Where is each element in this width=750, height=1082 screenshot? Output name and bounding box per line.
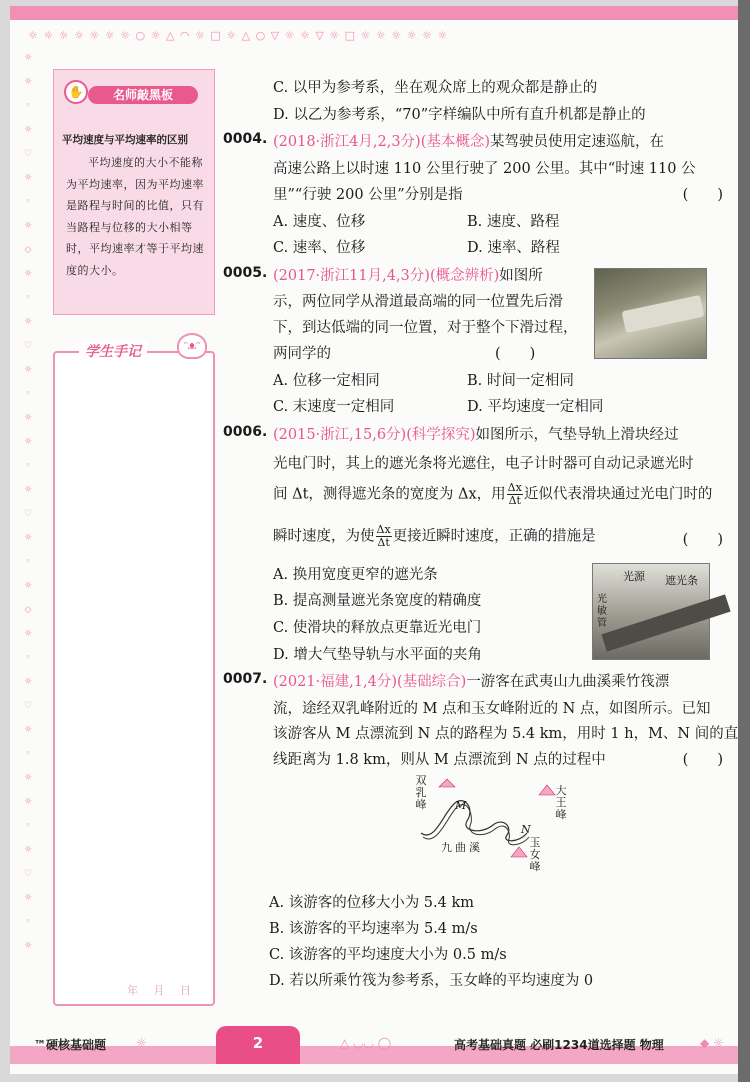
- answer-parens: ( ): [682, 752, 723, 768]
- tip-header: [60, 80, 208, 106]
- stem-text: 下，到达低端的同一位置，对于整个下滑过程，: [273, 320, 578, 336]
- prev-option-d: D. 以乙为参考系，“70”字样编队中所有直升机都是静止的: [273, 107, 646, 123]
- option-c: C. 使滑块的释放点更靠近光电门: [273, 620, 482, 636]
- option-d: D. 增大气垫导轨与水平面的夹角: [273, 647, 482, 663]
- option-d: D. 速率、路程: [467, 240, 560, 256]
- hand-icon: ✋: [64, 80, 88, 104]
- map-label: N: [521, 823, 531, 836]
- question-number: 0006.: [223, 424, 268, 440]
- left-ornament-column: ☼ ☼ ◦ ☼ ♡ ☼ ◦ ☼ ◇ ☼ ◦ ☼ ♡ ☼ ◦ ☼ ☼ ◦ ☼ ♡ ☼ ◦ ☼ ◇ ☼ ◦ ☼ ♡ ☼ ◦ ☼ ☼ ◦ ☼ ♡ ☼ ◦ ☼: [23, 53, 33, 951]
- option-a: A. 位移一定相同: [273, 373, 380, 389]
- option-b: B. 时间一定相同: [467, 373, 574, 389]
- map-label: 双乳峰: [415, 774, 427, 811]
- map-label: 玉女峰: [529, 836, 541, 873]
- map-label: 大王峰: [555, 784, 567, 821]
- source-tag: (2018·浙江4月,2,3分)(基本概念): [273, 134, 491, 150]
- sun-icon: ◆ ☼: [700, 1036, 724, 1050]
- stem-text: 间 Δt，测得遮光条的宽度为 Δx，用 $\frac{\Delta x}{\Delta t}$ 近似代表滑块通过光电门时的: [273, 481, 713, 507]
- fraction: $\frac{\Delta x}{\Delta t}$: [376, 523, 391, 549]
- option-d: D. 若以所乘竹筏为参考系，玉女峰的平均速度为 0: [269, 973, 594, 989]
- stem-text: 高速公路上以时速 110 公里行驶了 200 公里。其中“时速 110 公: [273, 161, 696, 177]
- question-number: 0007.: [223, 671, 268, 687]
- option-d: D. 平均速度一定相同: [467, 399, 604, 415]
- slide-photo: [594, 268, 707, 359]
- question-number: 0005.: [223, 265, 268, 281]
- stem-text: 线距离为 1.8 km，则从 M 点漂流到 N 点的过程中: [273, 752, 606, 768]
- fraction: $\frac{\Delta x}{\Delta t}$: [507, 481, 522, 507]
- stem-text: 光电门时，其上的遮光条将光遮住，电子计时器可自动记录遮光时: [273, 456, 694, 472]
- option-a: A. 该游客的位移大小为 5.4 km: [269, 895, 475, 911]
- student-notes-box: [53, 339, 215, 1006]
- prev-option-c: C. 以甲为参考系，坐在观众席上的观众都是静止的: [273, 80, 598, 96]
- notes-date: 年 月 日: [127, 984, 197, 997]
- page-number: 2: [216, 1026, 300, 1064]
- source-tag: (2015·浙江,15,6分)(科学探究): [273, 427, 476, 443]
- footer: [10, 1026, 738, 1064]
- tip-label: 名师敲黑板: [88, 86, 198, 104]
- tip-title: 平均速度与平均速率的区别: [62, 134, 188, 146]
- question-stem: [273, 423, 679, 444]
- series-title: 高考基础真题 必刷1234道选择题 物理: [454, 1038, 664, 1052]
- option-b: B. 该游客的平均速率为 5.4 m/s: [269, 921, 478, 937]
- cat-face-icon: ᵔᴥᵔ: [177, 333, 207, 359]
- stem-text: 某驾驶员使用定速巡航，在: [490, 134, 665, 150]
- tip-body: 平均速度的大小不能称为平均速率，因为平均速率是路程与时间的比值，只有当路程与位移的大小相等时，平均速率才等于平均速度的大小。: [66, 156, 204, 277]
- stem-text: 两同学的: [273, 346, 331, 362]
- map-label: 九曲溪: [441, 841, 483, 854]
- source-tag: (2021·福建,1,4分)(基础综合): [273, 674, 467, 690]
- option-a: A. 速度、位移: [273, 214, 366, 230]
- answer-parens: ( ): [682, 532, 723, 548]
- question-stem: [273, 264, 543, 285]
- option-c: C. 速率、位移: [273, 240, 366, 256]
- question-column: [223, 6, 738, 1006]
- question-stem: [273, 670, 669, 691]
- stem-text: 流，途经双乳峰附近的 M 点和玉女峰附近的 N 点，如图所示。已知: [273, 701, 711, 717]
- option-c: C. 该游客的平均速度大小为 0.5 m/s: [269, 947, 507, 963]
- stem-text: 瞬时速度，为使 $\frac{\Delta x}{\Delta t}$ 更接近瞬时速度，正确的措施是: [273, 523, 596, 549]
- sun-icon: ☼: [136, 1036, 147, 1050]
- notes-label: 学生手记: [79, 341, 147, 361]
- option-b: B. 提高测量遮光条宽度的精确度: [273, 593, 482, 609]
- wave-icon: △ ◡◡ ◯: [340, 1036, 392, 1050]
- teacher-tip-box: [53, 69, 215, 315]
- option-a: A. 换用宽度更窄的遮光条: [273, 567, 438, 583]
- page: [10, 6, 738, 1074]
- figure-label: 光源: [623, 570, 645, 583]
- stem-text: 该游客从 M 点漂流到 N 点的路程为 5.4 km，用时 1 h，M、N 间的直: [273, 726, 738, 742]
- stem-text: 如图所示，气垫导轨上滑块经过: [475, 427, 679, 443]
- header-ornaments: ☼ ☼ ☼ ☼ ☼ ☼ ☼ ○ ☼ △ ◠ ☼ □ ☼ △ ○ ▽ ☼ ☼ ▽ ☼ □ ☼ ☼ ☼ ☼ ☼ ☼: [28, 28, 449, 42]
- figure-label: 遮光条: [665, 574, 698, 587]
- figure-label: 光敏管: [597, 594, 607, 629]
- source-tag: (2017·浙江11月,4,3分)(概念辨析): [273, 268, 500, 284]
- stem-text: 一游客在武夷山九曲溪乘竹筏漂: [466, 674, 670, 690]
- air-track-photo: [592, 563, 710, 660]
- answer-parens: ( ): [495, 346, 536, 362]
- sidebar: [53, 69, 215, 1009]
- river-map: [395, 773, 570, 883]
- stem-text: 如图所: [499, 268, 543, 284]
- question-stem: [273, 130, 664, 151]
- answer-parens: ( ): [682, 187, 723, 203]
- question-number: 0004.: [223, 131, 268, 147]
- map-label: M: [455, 799, 467, 812]
- stem-text: 示，两位同学从滑道最高端的同一位置先后滑: [273, 294, 563, 310]
- stem-text: 里”“行驶 200 公里”分别是指: [273, 187, 463, 203]
- option-c: C. 末速度一定相同: [273, 399, 395, 415]
- option-b: B. 速度、路程: [467, 214, 560, 230]
- binding-edge: [738, 0, 750, 1082]
- brand-label: ™硬核基础题: [34, 1038, 107, 1052]
